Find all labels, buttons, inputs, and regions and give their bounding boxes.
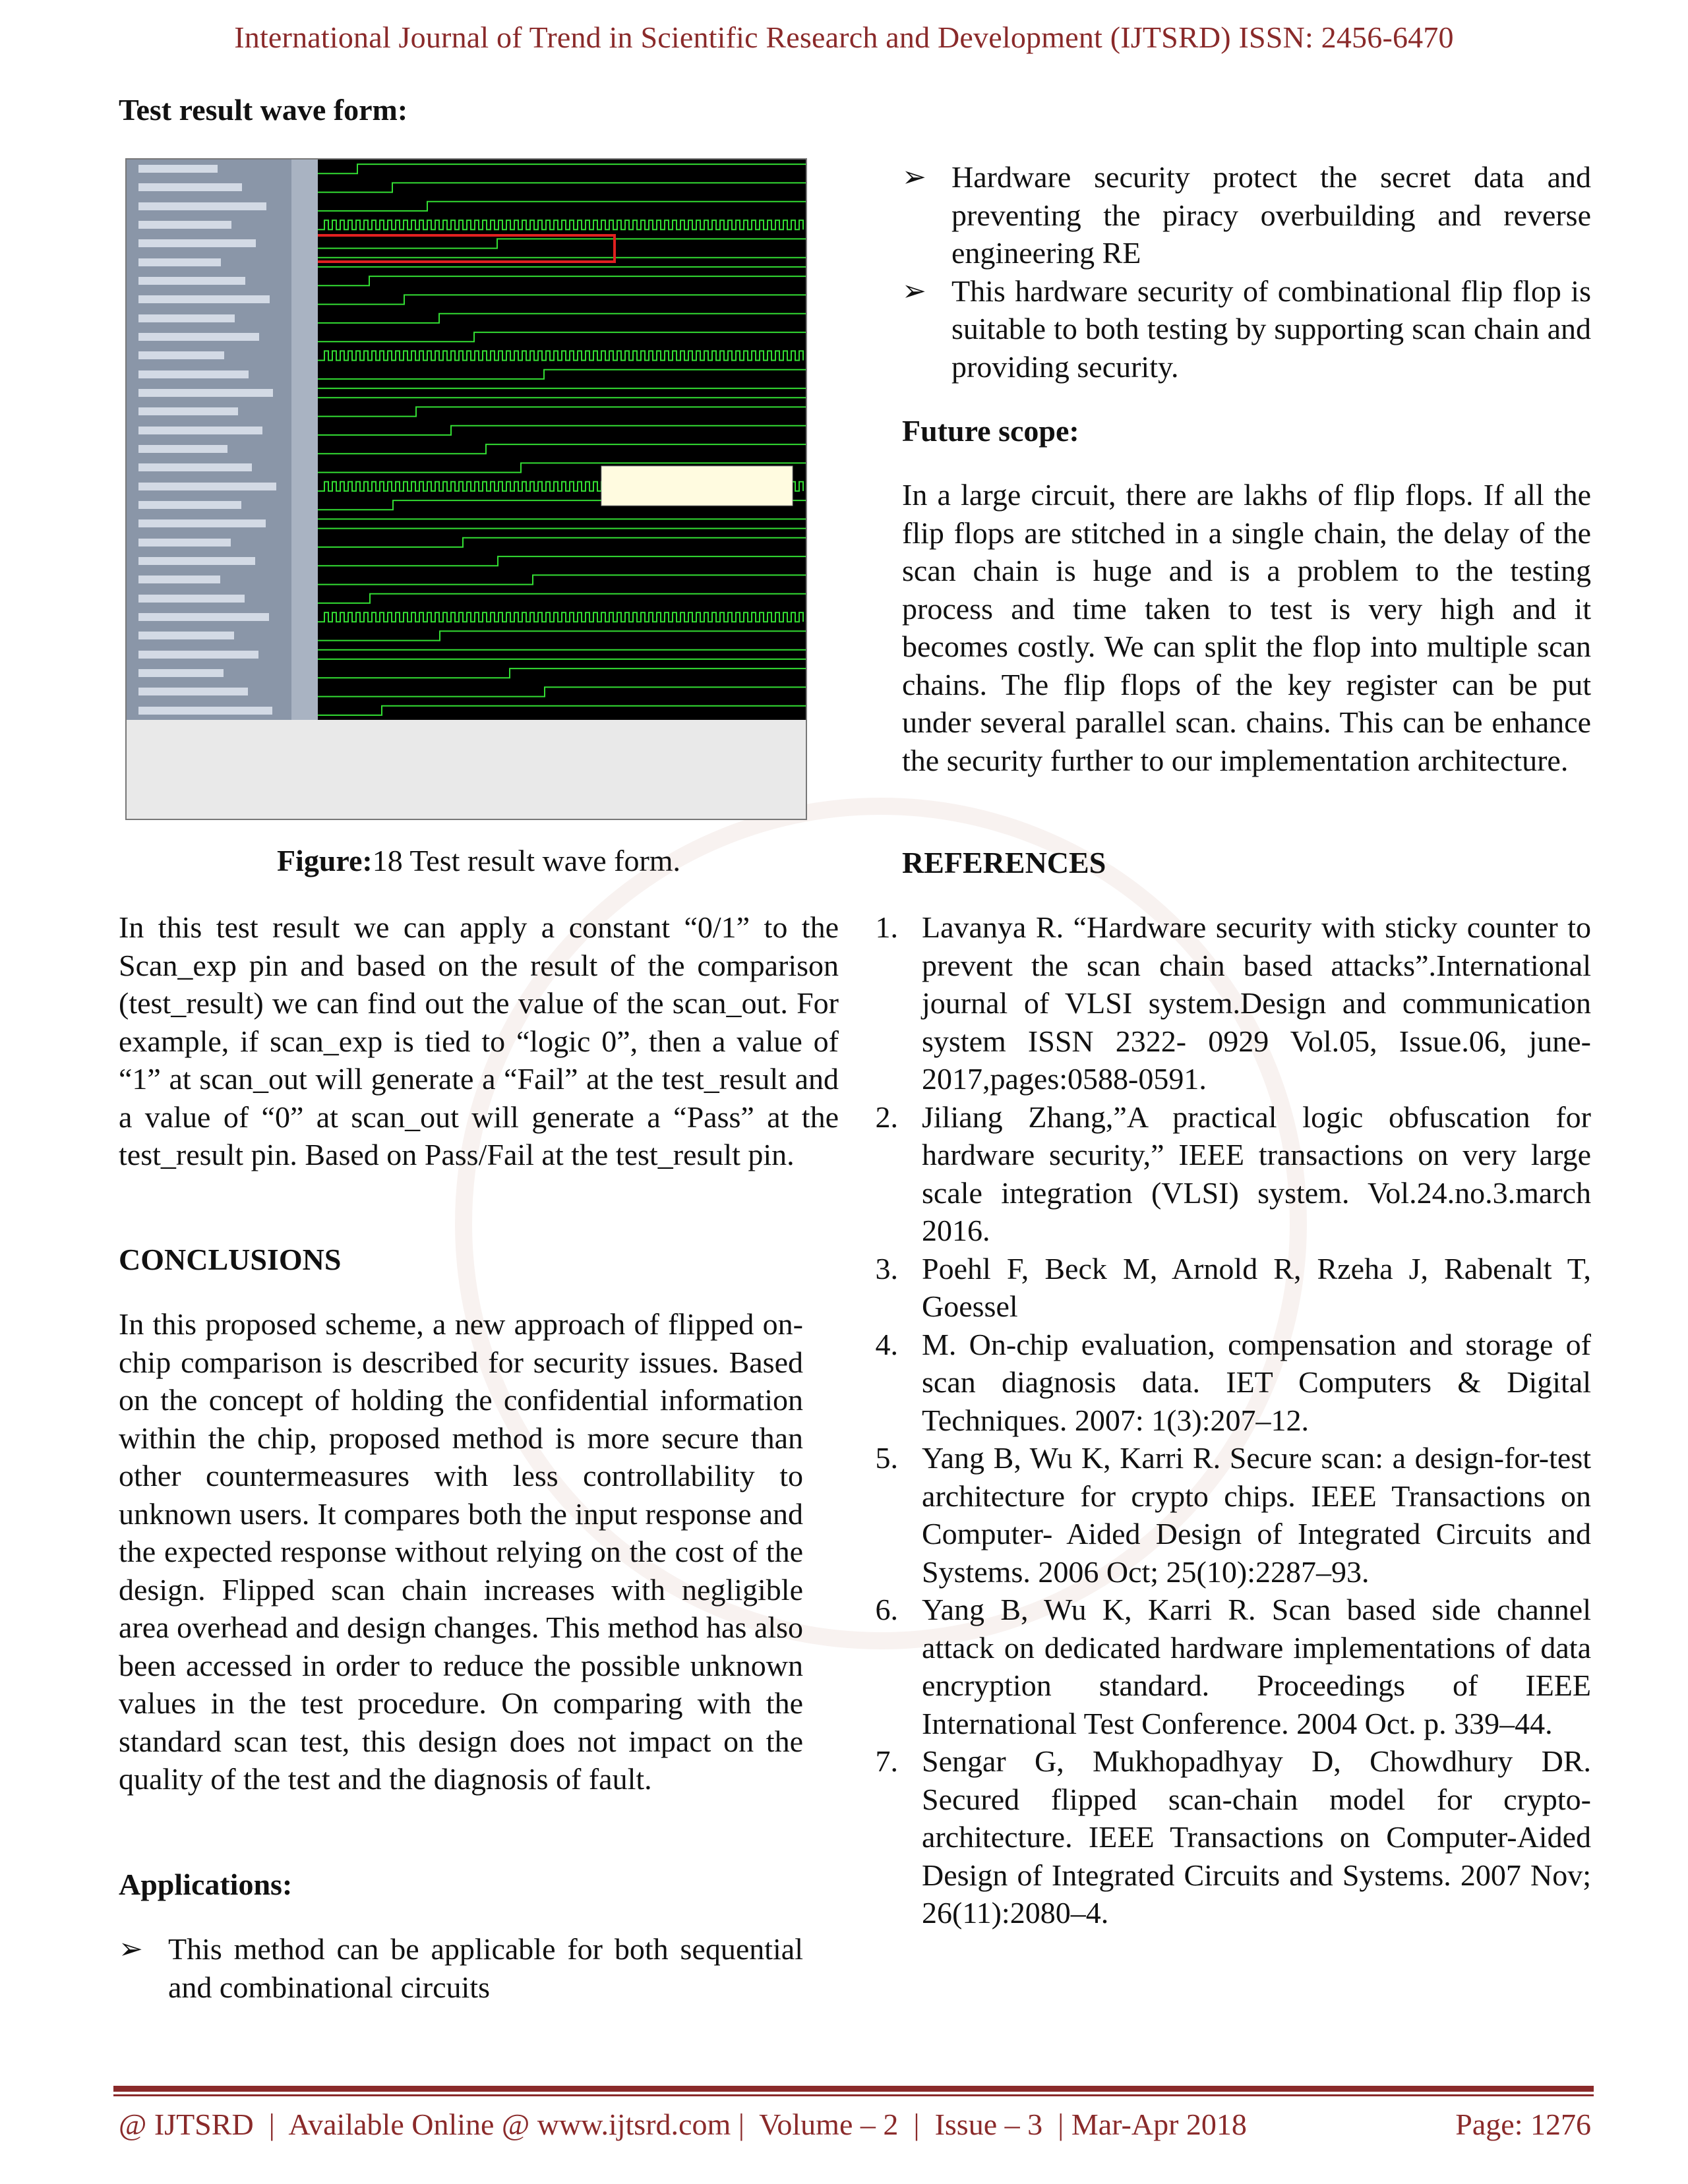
conclusions-heading: CONCLUSIONS — [119, 1243, 342, 1276]
signal-trace — [318, 332, 806, 341]
signal-trace — [318, 668, 806, 678]
signal-trace — [318, 351, 803, 360]
signal-name-panel — [127, 160, 291, 720]
signal-trace — [318, 295, 806, 304]
reference-number: 1. — [875, 910, 898, 944]
signal-trace — [318, 276, 806, 285]
signal-name-bar — [138, 295, 270, 303]
reference-item — [875, 1326, 1591, 1440]
signal-name-bar — [138, 483, 276, 490]
reference-item — [875, 1439, 1591, 1591]
reference-item — [875, 1250, 1591, 1326]
signal-trace — [318, 612, 803, 622]
application-item: ➢ This hardware security of combinational flip flop is suitable to both testing by supporting scan chain and providing security. — [902, 272, 1591, 386]
signal-trace — [318, 239, 806, 248]
signal-name-bar — [138, 707, 272, 715]
signal-name-bar — [138, 407, 238, 415]
signal-trace — [318, 519, 806, 528]
signal-trace — [318, 407, 806, 416]
signal-name-bar — [138, 501, 241, 509]
reference-item — [875, 1591, 1591, 1742]
reference-item — [875, 1098, 1591, 1250]
signal-trace — [318, 220, 803, 229]
signal-name-bar — [138, 239, 256, 247]
signal-trace — [318, 164, 806, 173]
signal-name-bar — [138, 595, 245, 603]
waveform-status-bar — [127, 720, 806, 819]
reference-text: Yang B, Wu K, Karri R. Scan based side channel attack on dedicated hardware implementations of data encryption standard. Proceedings of IEEE International Test Conference. 2004 Oct. p. 339–44. — [922, 1593, 1591, 1740]
signal-trace — [318, 444, 806, 454]
test-heading: Test result wave form: — [119, 93, 408, 127]
signal-name-bar — [138, 258, 221, 266]
signal-name-bar — [138, 669, 224, 677]
reference-text: Yang B, Wu K, Karri R. Secure scan: a design-for-test architecture for crypto chips. IEEE Transactions on Computer- Aided Design of Integrated Circuits and Systems. 2006 Oct; 25(10):2287–93. — [922, 1441, 1591, 1589]
signal-name-bar — [138, 202, 266, 210]
reference-number: 5. — [875, 1441, 898, 1475]
footer-rule-thin — [113, 2094, 1594, 2096]
signal-trace — [318, 575, 806, 584]
signal-trace — [318, 631, 806, 640]
references-heading: REFERENCES — [902, 846, 1106, 879]
signal-name-bar — [138, 427, 262, 434]
conclusions-paragraph: In this proposed scheme, a new approach of flipped on-chip comparison is described for security issues. Based on the concept of holding the confidential information within the chip, proposed method is more secure than other countermeasures with less controllability to unknown users. It compares both the input response and the expected response without relying on the cost of the design. Flipped scan chain increases with negligible area overhead and design changes. This method has also been accessed in order to reduce the possible unknown values in the test procedure. On comparing with the standard scan test, this design does not impact on the quality of the test and the diagnosis of fault. — [119, 1307, 803, 1796]
reference-item — [875, 1742, 1591, 1932]
result-paragraph: In this test result we can apply a constant “0/1” to the Scan_exp pin and based on the result of the comparison (test_result) we can find out the value of the scan_out. For example, if scan_exp is tied to “logic 0”, then a value of “1” at scan_out will generate a “Fail” at the test_result and a value of “0” at scan_out will generate a “Pass” at the test_result pin. Based on Pass/Fail at the test_result pin. — [119, 910, 839, 1171]
signal-trace — [318, 370, 806, 379]
reference-number: 3. — [875, 1251, 898, 1285]
signal-trace — [318, 202, 806, 211]
arrow-bullet-icon: ➢ — [902, 161, 926, 193]
signal-value-panel — [291, 160, 318, 720]
reference-text: Sengar G, Mukhopadhyay D, Chowdhury DR. Secured flipped scan-chain model for crypto-architecture. IEEE Transactions on Computer-Aided Design of Integrated Circuits and Systems. 2007 Nov; 26(11):2080–4. — [922, 1744, 1591, 1930]
signal-name-bar — [138, 576, 220, 583]
signal-name-bar — [138, 183, 242, 191]
reference-number: 6. — [875, 1593, 898, 1626]
signal-trace — [318, 314, 806, 323]
applications-heading: Applications: — [119, 1868, 293, 1901]
footer-info: @ IJTSRD | Available Online @ www.ijtsrd.com | Volume – 2 | Issue – 3 | Mar-Apr 2018 — [119, 2108, 1247, 2141]
reference-text: Jiliang Zhang,”A practical logic obfuscation for hardware security,” IEEE transactions on very large scale integration (VLSI) system. Vol.24.no.3.march 2016. — [922, 1100, 1591, 1247]
reference-text: Lavanya R. “Hardware security with sticky counter to prevent the scan chain based attacks”.International journal of VLSI system.Design and communication system ISSN 2322- 0929 Vol.05, Issue.06, june-2017,pages:0588-0591. — [922, 910, 1591, 1096]
future-scope-heading: Future scope: — [902, 414, 1079, 448]
signal-name-bar — [138, 277, 245, 285]
signal-name-bar — [138, 221, 231, 229]
signal-trace — [318, 538, 806, 547]
signal-name-bar — [138, 557, 255, 565]
arrow-bullet-icon: ➢ — [119, 1933, 143, 1965]
application-item: ➢ Hardware security protect the secret data and preventing the piracy overbuilding and reverse engineering RE — [902, 158, 1591, 272]
signal-trace — [318, 687, 806, 696]
waveform-traces — [318, 160, 806, 720]
page-number: Page: 1276 — [1455, 2108, 1591, 2141]
signal-trace — [318, 594, 806, 603]
signal-name-bar — [138, 632, 234, 639]
signal-name-bar — [138, 463, 252, 471]
page-footer — [119, 2107, 1591, 2142]
signal-name-bar — [138, 688, 248, 695]
reference-number: 7. — [875, 1744, 898, 1778]
signal-trace — [318, 426, 806, 435]
application-item: ➢ This method can be applicable for both sequential and combinational circuits — [119, 1930, 803, 2006]
signal-trace — [318, 388, 806, 398]
signal-name-bar — [138, 165, 218, 173]
signal-name-bar — [138, 613, 269, 621]
applications-list-left — [119, 1930, 803, 2006]
signal-name-bar — [138, 370, 249, 378]
reference-number: 2. — [875, 1100, 898, 1134]
signal-tooltip — [601, 466, 793, 506]
signal-trace — [318, 706, 806, 715]
signal-name-bar — [138, 314, 235, 322]
arrow-bullet-icon: ➢ — [902, 274, 926, 307]
reference-number: 4. — [875, 1327, 898, 1361]
reference-text: M. On-chip evaluation, compensation and storage of scan diagnosis data. IET Computers & Digital Techniques. 2007: 1(3):207–12. — [922, 1327, 1591, 1437]
references-list — [875, 908, 1591, 1932]
future-scope-paragraph: In a large circuit, there are lakhs of flip flops. If all the flip flops are stitched in a single chain, the delay of the scan chain is huge and is a problem to the testing process and time taken to test is very high and it becomes costly. We can split the flop into multiple scan chains. The flip flops of the key register can be put under several parallel scan. chains. This can be enhance the security further to our implementation architecture. — [902, 478, 1591, 777]
reference-item — [875, 908, 1591, 1098]
waveform-figure — [125, 158, 807, 820]
applications-list-right — [902, 158, 1591, 386]
signal-name-bar — [138, 333, 259, 341]
signal-trace — [318, 650, 806, 659]
signal-name-bar — [138, 351, 224, 359]
signal-trace — [318, 183, 806, 192]
signal-name-bar — [138, 389, 273, 397]
signal-name-bar — [138, 445, 227, 453]
signal-trace — [318, 556, 806, 566]
figure-caption: Figure:18 Test result wave form. — [276, 844, 681, 877]
journal-header: International Journal of Trend in Scientific Research and Development (IJTSRD) ISSN: 2456-6470 — [234, 20, 1454, 54]
signal-name-bar — [138, 651, 258, 659]
signal-name-bar — [138, 539, 231, 546]
reference-text: Poehl F, Beck M, Arnold R, Rzeha J, Rabenalt T, Goessel — [922, 1251, 1591, 1323]
signal-name-bar — [138, 519, 266, 527]
footer-rule-thick — [113, 2086, 1594, 2092]
